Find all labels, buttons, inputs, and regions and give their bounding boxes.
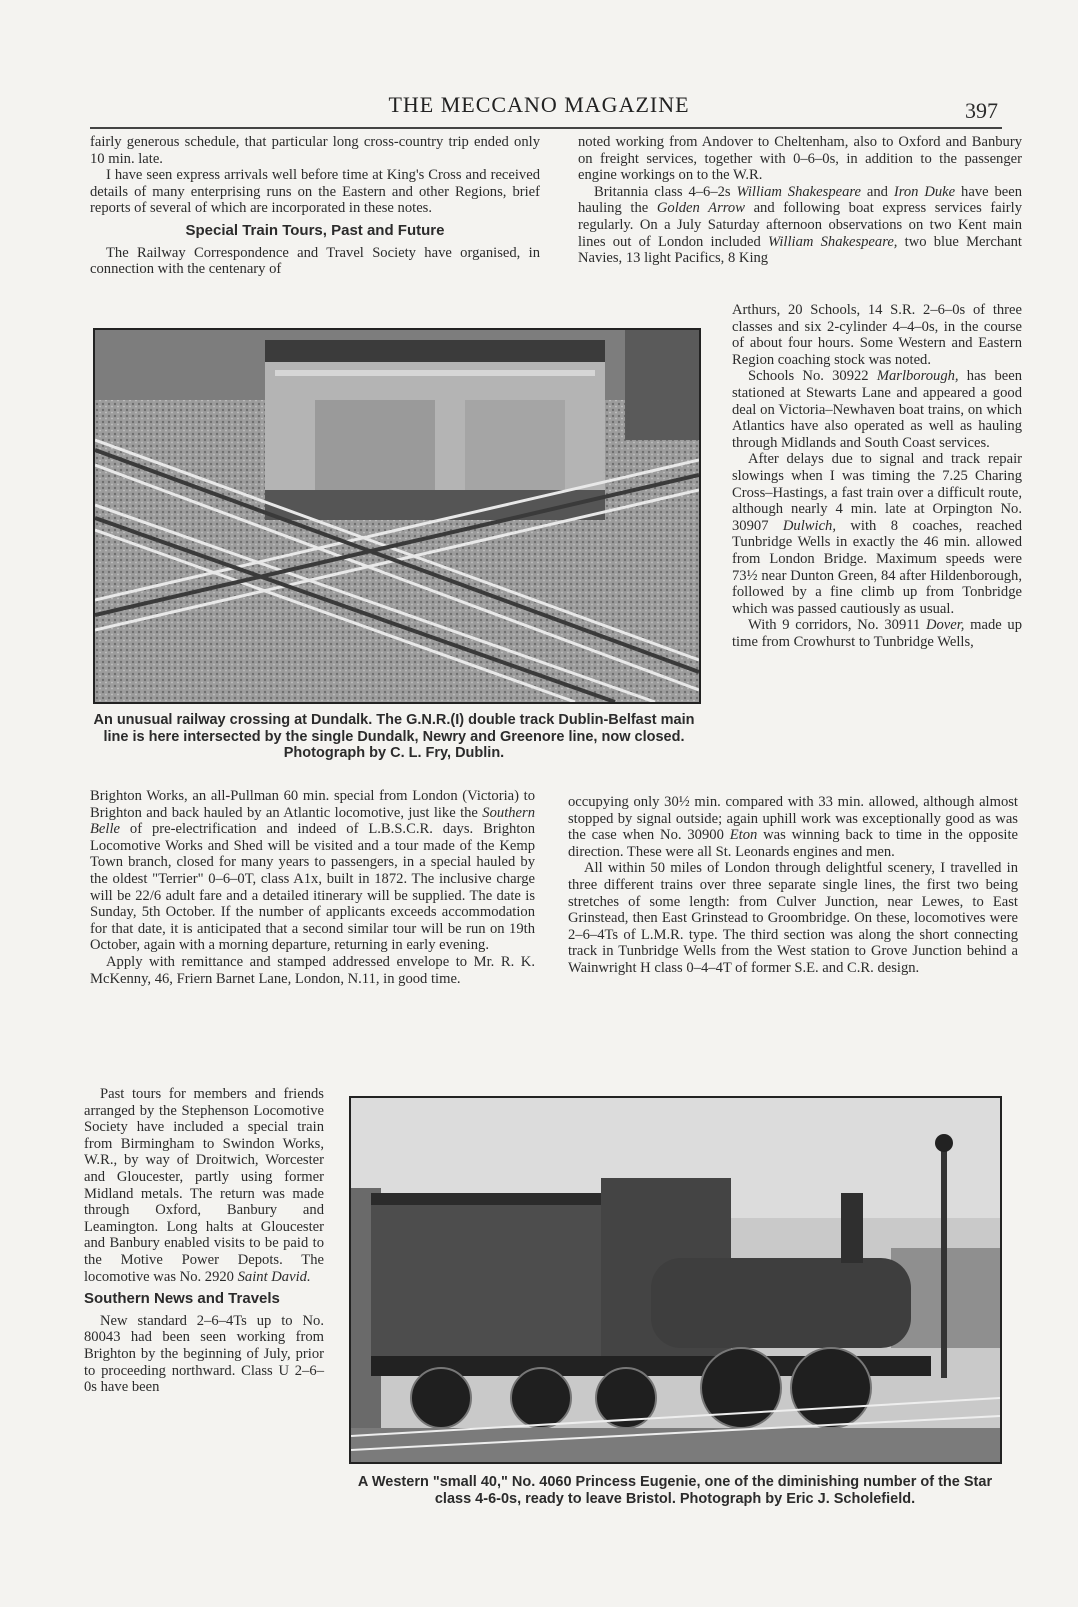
paragraph: fairly generous schedule, that particular long cross-country trip ended only 10 min. late.: [90, 134, 540, 167]
narrow-right-column: [732, 302, 1022, 650]
paragraph: Apply with remittance and stamped addressed envelope to Mr. R. K. McKenny, 46, Friern Barnet Lane, London, N.11, in good time.: [90, 953, 535, 987]
right-column-middle: [568, 794, 1018, 977]
locomotive-photo-image: [351, 1098, 1000, 1462]
paragraph: Britannia class 4–6–2s William Shakespeare and Iron Duke have been hauling the Golden Arrow and following boat express services fairly regularly. On a July Saturday afternoon observations on two Kent main lines out of London included William Shakespeare, two blue Merchant Navies, 13 light Pacifics, 8 King: [578, 183, 1023, 267]
page-number: 397: [965, 98, 998, 123]
paragraph: I have seen express arrivals well before time at King's Cross and received details of many enterprising runs on the Eastern and other Regions, brief reports of several of which are incorporated in these notes.: [90, 167, 540, 217]
caption-locomotive: A Western "small 40," No. 4060 Princess Eugenie, one of the diminishing number of the Star class 4-6-0s, ready to leave Bristol. Photograph by Eric J. Scholefield.: [357, 1474, 993, 1507]
paragraph: Past tours for members and friends arranged by the Stephenson Locomotive Society have included a special train from Birmingham to Swindon Works, W.R., by way of Droitwich, Worcester and Gloucester, partly using former Midland metals. The return was made through Oxford, Banbury and Leamington. Long halts at Gloucester and Banbury enabled visits to be paid to the Motive Power Depots. The locomotive was No. 2920 Saint David.: [84, 1086, 324, 1285]
photo-locomotive: [349, 1096, 1002, 1464]
section-heading: Southern News and Travels: [84, 1290, 280, 1308]
left-column-top: [90, 134, 540, 278]
paragraph: The Railway Correspondence and Travel Society have organised, in connection with the centenary of: [90, 244, 540, 278]
paragraph: All within 50 miles of London through delightful scenery, I travelled in three different trains over three separate single lines, the first two being stretches of some length: from Culver Junction, near Lewes, to East Grinstead, then East Grinstead to Groombridge. On these, locomotives were 2–6–4Ts of L.M.R. type. The third section was along the short connecting track in Tunbridge Wells from the West station to Grove Junction behind a Wainwright H class 0–4–4T of former S.E. and C.R. design.: [568, 860, 1018, 976]
caption-railway-crossing: An unusual railway crossing at Dundalk. The G.N.R.(I) double track Dublin-Belfast main line is here intersected by the single Dundalk, Newry and Greenore line, now closed. Photograph by C. L. Fry, Dublin.: [93, 712, 695, 761]
paragraph: Schools No. 30922 Marlborough, has been stationed at Stewarts Lane and appeared a good deal on Victoria–Newhaven boat trains, on which Atlantics have also operated as well as hauling through Midlands and South Coast services.: [732, 368, 1022, 451]
photo-railway-crossing: [93, 328, 701, 704]
right-column-top: [578, 134, 1022, 267]
section-heading: Special Train Tours, Past and Future: [185, 221, 445, 239]
magazine-title: THE MECCANO MAGAZINE: [388, 92, 690, 117]
left-column-bottom: [84, 1086, 324, 1396]
paragraph: Arthurs, 20 Schools, 14 S.R. 2–6–0s of three classes and six 2-cylinder 4–4–0s, in the course of about four hours. Some Western and Eastern Region coaching stock was noted.: [732, 302, 1022, 368]
paragraph: Brighton Works, an all-Pullman 60 min. special from London (Victoria) to Brighton and back hauled by an Atlantic locomotive, just like the Southern Belle of pre-electrification and indeed of L.B.S.C.R. days. Brighton Locomotive Works and Shed will be visited and a tour made of the Kemp Town branch, closed for many years to passengers, in a special hauled by the oldest "Terrier" 0–6–0T, class A1x, built in 1872. The inclusive charge will be 22/6 adult fare and a detailed itinerary will be supplied. The date is Sunday, 5th October. If the number of applicants exceeds accommodation for that date, it is anticipated that a second similar tour will be run on 19th October, again with a morning departure, returning in early evening.: [90, 788, 535, 954]
paragraph: With 9 corridors, No. 30911 Dover, made up time from Crowhurst to Tunbridge Wells,: [732, 617, 1022, 650]
paragraph: noted working from Andover to Cheltenham, also to Oxford and Banbury on freight services, together with 0–6–0s, in addition to the passenger engine workings on to the W.R.: [578, 134, 1022, 184]
header-rule: [90, 127, 1002, 129]
left-column-middle: [90, 788, 535, 987]
paragraph: occupying only 30½ min. compared with 33 min. allowed, although almost stopped by signal outside; again uphill work was exceptionally good as was the case when No. 30900 Eton was winning back to time in the opposite direction. These were all St. Leonards engines and men.: [568, 794, 1018, 860]
paragraph: New standard 2–6–4Ts up to No. 80043 had been seen working from Brighton by the beginning of July, prior to proceeding northward. Class U 2–6–0s have been: [84, 1312, 324, 1396]
paragraph: After delays due to signal and track repair slowings when I was timing the 7.25 Charing Cross–Hastings, a fast train over a difficult route, although nearly 4 min. late at Orpington No. 30907 Dulwich, with 8 coaches, reached Tunbridge Wells in exactly the 46 min. allowed from London Bridge. Maximum speeds were 73½ near Dunton Green, 84 after Hildenborough, followed by a fine climb up from Tonbridge which was passed cautiously as usual.: [732, 451, 1023, 617]
crossing-photo-image: [95, 330, 699, 702]
